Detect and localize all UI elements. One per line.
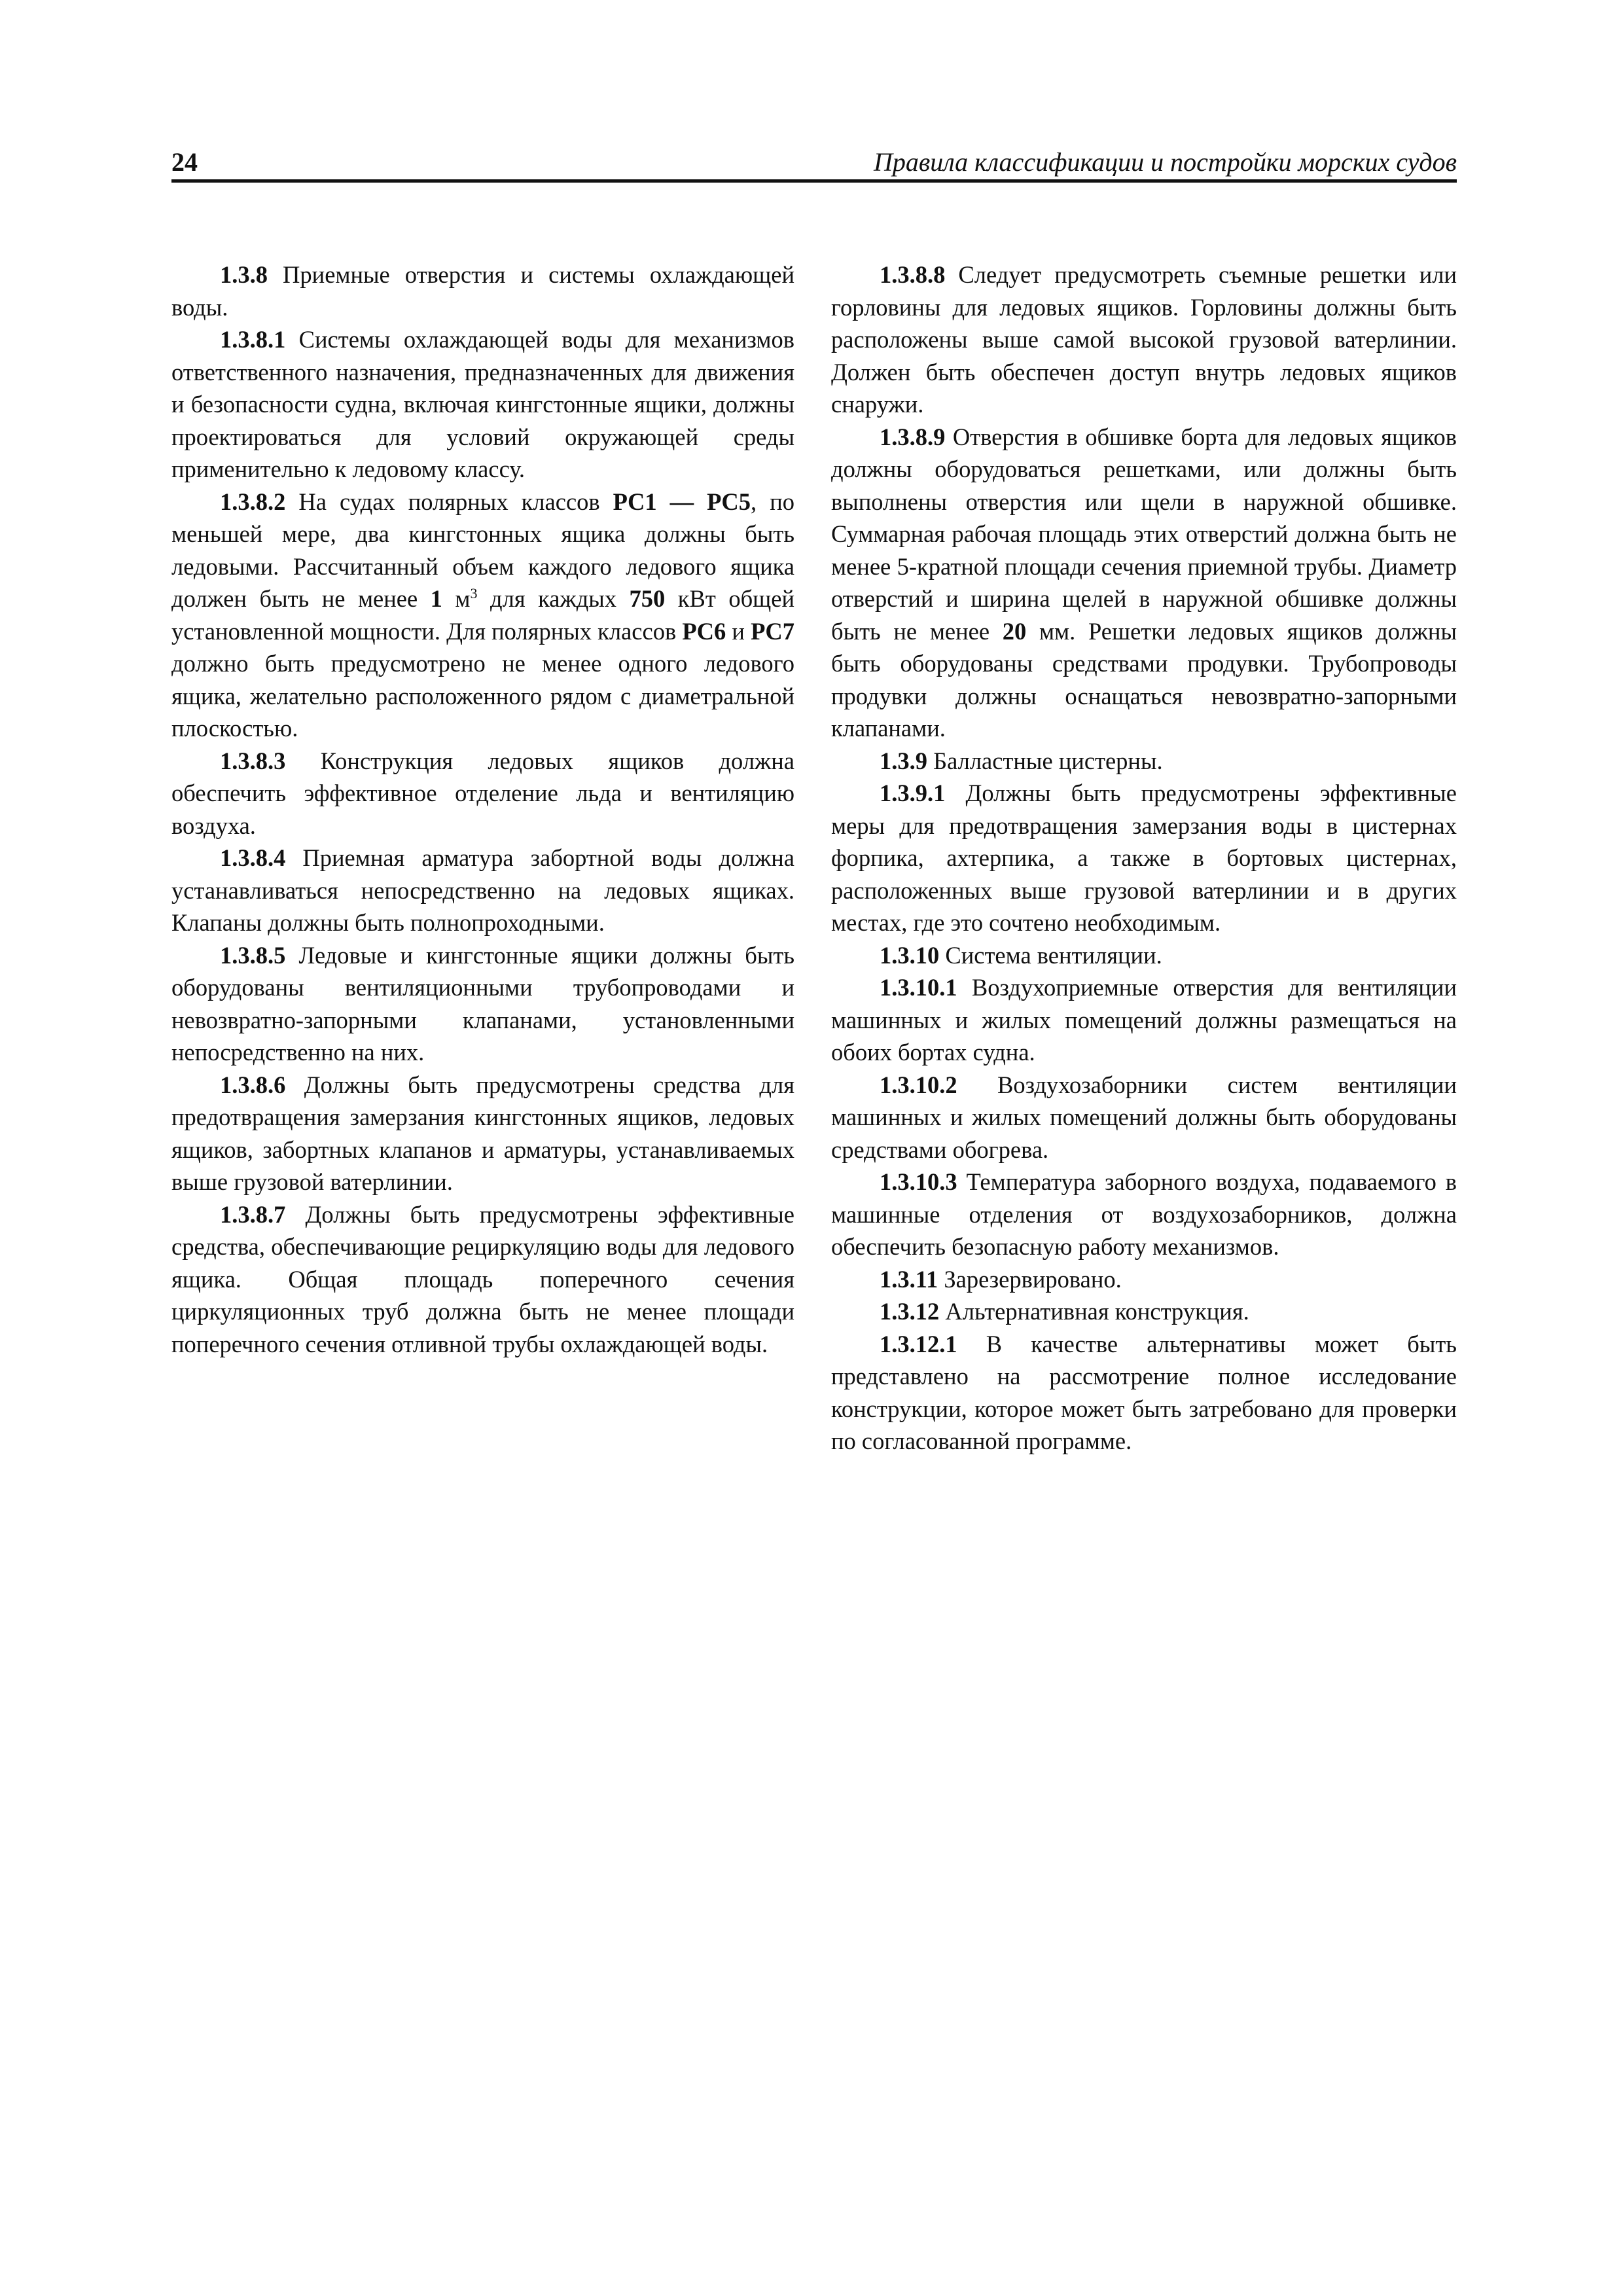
paragraph-1-3-8	[171, 259, 794, 323]
bold-value: 20	[1002, 617, 1027, 645]
paragraph-1-3-8-5	[171, 939, 794, 1069]
paragraph-text: Приемные отверстия и системы охлаждающей воды.	[171, 261, 794, 321]
paragraph-text: для каждых	[477, 585, 630, 612]
section-number: 1.3.8.9	[880, 423, 946, 450]
paragraph-text: должно быть предусмотрено не менее одного ледового ящика, желательно расположенного рядом с диаметральной плоскостью.	[171, 650, 794, 742]
section-number: 1.3.11	[880, 1265, 938, 1293]
paragraph-text: кВт общей установленной мощности. Для полярных классов	[171, 585, 794, 645]
section-number: 1.3.8.4	[220, 844, 286, 871]
paragraph-text: и	[726, 617, 751, 645]
paragraph-text: На судах полярных классов	[285, 488, 613, 515]
section-number: 1.3.9	[880, 747, 927, 774]
paragraph-text: Воздухоприемные отверстия для вентиляции машинных и жилых помещений должны размещаться на обоих бортах судна.	[831, 974, 1457, 1066]
paragraph-1-3-12-1	[831, 1328, 1457, 1458]
running-title: Правила классификации и постройки морских судов	[873, 147, 1457, 177]
paragraph-text: Должны быть предусмотрены эффективные меры для предотвращения замерзания воды в цистернах форпика, ахтерпика, а также в бортовых цистернах, расположенных выше грузовой ватерлинии и в других местах, где это сочтено необходимым.	[831, 780, 1457, 936]
section-number: 1.3.8.1	[220, 326, 286, 353]
section-number: 1.3.8.8	[880, 261, 946, 288]
paragraph-text: Зарезервировано.	[938, 1265, 1122, 1293]
section-number: 1.3.9.1	[880, 780, 946, 806]
paragraph-text: Система вентиляции.	[939, 941, 1162, 969]
paragraph-1-3-8-8	[831, 259, 1457, 421]
paragraph-text: Отверстия в обшивке борта для ледовых ящиков должны оборудоваться решетками, или должны быть выполнены отверстия или щели в наружной обшивке. Суммарная рабочая площадь этих отверстий должна быть не менее 5-кратной площади сечения приемной трубы. Диаметр отверстий и ширина щелей в наружной обшивке должны быть не менее	[831, 423, 1457, 645]
paragraph-text: Балластные цистерны.	[927, 747, 1163, 774]
paragraph-1-3-8-2	[171, 486, 794, 745]
paragraph-text: Приемная арматура забортной воды должна устанавливаться непосредственно на ледовых ящиках. Клапаны должны быть полнопроходными.	[171, 844, 794, 936]
section-number: 1.3.12	[880, 1298, 940, 1325]
paragraph-1-3-8-6	[171, 1069, 794, 1198]
paragraph-text: Должны быть предусмотрены средства для предотвращения замерзания кингстонных ящиков, ледовых ящиков, забортных клапанов и арматуры, устанавливаемых выше грузовой ватерлинии.	[171, 1071, 794, 1195]
paragraph-1-3-8-9	[831, 421, 1457, 745]
bold-value: 750	[629, 585, 666, 612]
page-header	[171, 145, 1457, 183]
paragraph-1-3-10-2	[831, 1069, 1457, 1166]
section-number: 1.3.10.2	[880, 1071, 957, 1098]
paragraph-1-3-10-1	[831, 971, 1457, 1069]
paragraph-1-3-10-3	[831, 1166, 1457, 1263]
left-column	[171, 259, 794, 1360]
section-number: 1.3.8.7	[220, 1200, 286, 1228]
section-number: 1.3.8.5	[220, 941, 286, 969]
paragraph-1-3-8-7	[171, 1198, 794, 1361]
section-number: 1.3.8.3	[220, 747, 286, 774]
paragraph-1-3-8-4	[171, 842, 794, 939]
paragraph-text: Системы охлаждающей воды для механизмов ответственного назначения, предназначенных для движения и безопасности судна, включая кингстонные ящики, должны проектироваться для условий окружающей среды применительно к ледовому классу.	[171, 326, 794, 482]
paragraph-text: Альтернативная конструкция.	[939, 1298, 1249, 1325]
bold-value: PC7	[751, 617, 794, 645]
paragraph-1-3-9-1	[831, 777, 1457, 939]
paragraph-text: Должны быть предусмотрены эффективные средства, обеспечивающие рециркуляцию воды для ледового ящика. Общая площадь поперечного сечения циркуляционных труб должна быть не менее площади поперечного сечения отливной трубы охлаждающей воды.	[171, 1200, 794, 1357]
right-column	[831, 259, 1457, 1458]
paragraph-text: Температура заборного воздуха, подаваемого в машинные отделения от воздухозаборников, должна обеспечить безопасную работу механизмов.	[831, 1168, 1457, 1260]
paragraph-text: Следует предусмотреть съемные решетки или горловины для ледовых ящиков. Горловины должны быть расположены выше самой высокой грузовой ватерлинии. Должен быть обеспечен доступ внутрь ледовых ящиков снаружи.	[831, 261, 1457, 418]
section-number: 1.3.10.3	[880, 1168, 957, 1195]
section-number: 1.3.12.1	[880, 1330, 957, 1357]
paragraph-1-3-8-3	[171, 745, 794, 842]
paragraph-text: мм. Решетки ледовых ящиков должны быть оборудованы средствами продувки. Трубопроводы продувки должны оснащаться невозвратно-запорными клапанами.	[831, 617, 1457, 742]
section-number: 1.3.10.1	[880, 974, 957, 1001]
paragraph-1-3-11	[831, 1263, 1457, 1296]
paragraph-1-3-12	[831, 1295, 1457, 1328]
page-number: 24	[171, 147, 198, 177]
bold-value: 1	[430, 585, 442, 612]
section-number: 1.3.8.6	[220, 1071, 286, 1098]
bold-value: PC1 — PC5	[613, 488, 751, 515]
paragraph-text: Ледовые и кингстонные ящики должны быть оборудованы вентиляционными трубопроводами и невозвратно-запорными клапанами, установленными непосредственно на них.	[171, 941, 794, 1066]
paragraph-text: м	[442, 585, 471, 612]
superscript: 3	[470, 584, 478, 601]
section-number: 1.3.10	[880, 941, 940, 969]
bold-value: PC6	[682, 617, 726, 645]
paragraph-1-3-8-1	[171, 323, 794, 486]
paragraph-text: В качестве альтернативы может быть представлено на рассмотрение полное исследование конструкции, которое может быть затребовано для проверки по согласованной программе.	[831, 1330, 1457, 1454]
section-number: 1.3.8.2	[220, 488, 286, 515]
paragraph-1-3-10	[831, 939, 1457, 972]
paragraph-text: Воздухозаборники систем вентиляции машинных и жилых помещений должны быть оборудованы средствами обогрева.	[831, 1071, 1457, 1163]
paragraph-1-3-9	[831, 745, 1457, 778]
paragraph-text: Конструкция ледовых ящиков должна обеспечить эффективное отделение льда и вентиляцию воздуха.	[171, 747, 794, 839]
paragraph-text: , по меньшей мере, два кингстонных ящика должны быть ледовыми. Рассчитанный объем каждого ледового ящика должен быть не менее	[171, 488, 794, 612]
section-number: 1.3.8	[220, 261, 268, 288]
